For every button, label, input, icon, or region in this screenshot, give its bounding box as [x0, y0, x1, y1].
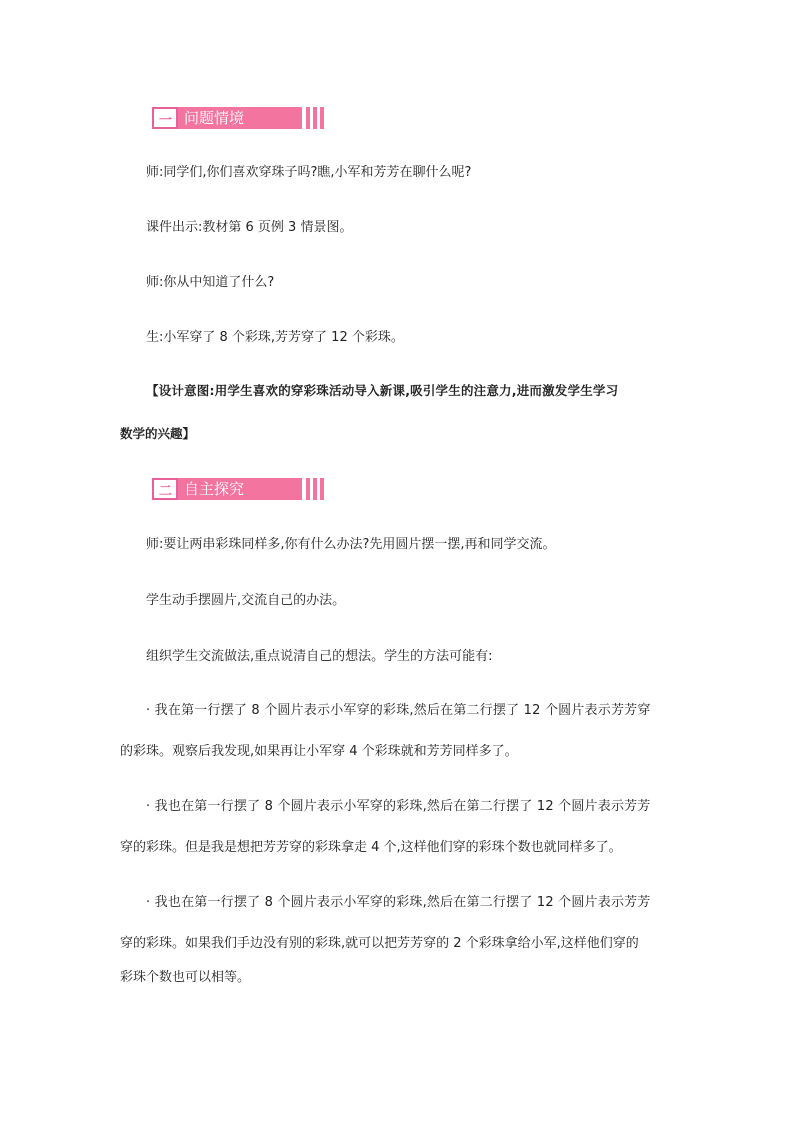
method-2-line-2: 穿的彩珠。但是我是想把芳芳穿的彩珠拿走 4 个,这样他们穿的彩珠个数也就同样多了。 [120, 840, 622, 855]
design-intent-line-2: 数学的兴趣】 [120, 426, 196, 441]
paragraph: 组织学生交流做法,重点说清自己的想法。学生的方法可能有: [146, 649, 493, 664]
section-stripes-1 [306, 107, 327, 129]
method-3-line-2: 穿的彩珠。如果我们手边没有别的彩珠,就可以把芳芳穿的 2 个彩珠拿给小军,这样他们穿的 [120, 936, 639, 951]
design-intent-line-1: 【设计意图:用学生喜欢的穿彩珠活动导入新课,吸引学生的注意力,进而激发学生学习 [146, 383, 619, 398]
method-3-line-1: · 我也在第一行摆了 8 个圆片表示小军穿的彩珠,然后在第二行摆了 12 个圆片表示芳芳 [146, 895, 651, 910]
section-number-1: 一 [152, 107, 178, 129]
section-header-1 [152, 107, 327, 129]
method-3-line-3: 彩珠个数也可以相等。 [120, 970, 251, 985]
paragraph: 学生动手摆圆片,交流自己的办法。 [146, 593, 346, 608]
section-stripes-2 [306, 478, 327, 500]
paragraph: 生:小军穿了 8 个彩珠,芳芳穿了 12 个彩珠。 [146, 330, 404, 345]
paragraph: 师:你从中知道了什么? [146, 275, 275, 290]
method-1-line-1: · 我在第一行摆了 8 个圆片表示小军穿的彩珠,然后在第二行摆了 12 个圆片表示芳芳穿 [146, 703, 651, 718]
section-title-2: 自主探究 [178, 478, 302, 500]
method-1-line-2: 的彩珠。观察后我发现,如果再让小军穿 4 个彩珠就和芳芳同样多了。 [120, 744, 518, 759]
section-header-2 [152, 478, 327, 500]
section-number-2: 二 [152, 478, 178, 500]
method-2-line-1: · 我也在第一行摆了 8 个圆片表示小军穿的彩珠,然后在第二行摆了 12 个圆片表示芳芳 [146, 799, 651, 814]
paragraph: 师:要让两串彩珠同样多,你有什么办法?先用圆片摆一摆,再和同学交流。 [146, 537, 556, 552]
section-title-1: 问题情境 [178, 107, 302, 129]
paragraph: 课件出示:教材第 6 页例 3 情景图。 [146, 220, 353, 235]
paragraph: 师:同学们,你们喜欢穿珠子吗?瞧,小军和芳芳在聊什么呢? [146, 165, 472, 180]
